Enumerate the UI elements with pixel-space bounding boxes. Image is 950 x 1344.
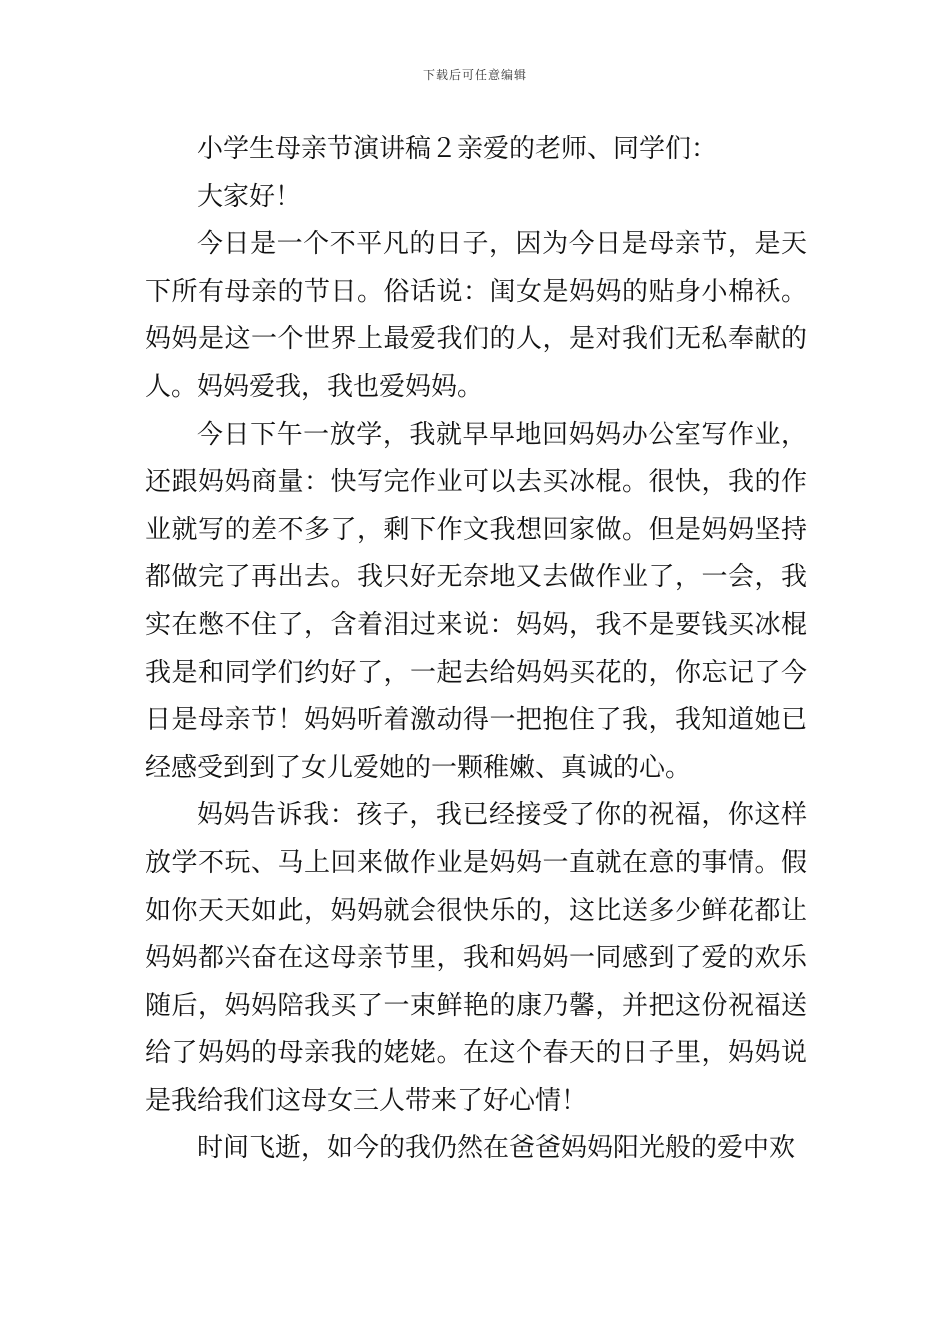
- header-note: 下载后可任意编辑: [422, 68, 527, 82]
- paragraph-closing: 时间飞逝，如今的我仍然在爸爸妈妈阳光般的爱中欢: [197, 1133, 796, 1164]
- paragraph-story: 今日下午一放学，我就早早地回妈妈办公室写作业，还跟妈妈商量：快写完作业可以去买冰棍。很快，我的作业就写的差不多了，剩下作文我想回家做。但是妈妈坚持都做完了再出去。我只好无奈地又去做作业了，一会，我实在憋不住了，含着泪过来说：妈妈，我不是要钱买冰棍我是和同学们约好了，一起去给妈妈买花的，你忘记了今日是母亲节！妈妈听着激动得一把抱住了我，我知道她已经感受到到了女儿爱她的一颗稚嫩、真诚的心。: [145, 419, 807, 783]
- paragraph-intro: 今日是一个不平凡的日子，因为今日是母亲节，是天下所有母亲的节日。俗话说：闺女是妈妈的贴身小棉袄。妈妈是这一个世界上最爱我们的人，是对我们无私奉献的人。妈妈爱我，我也爱妈妈。: [145, 229, 807, 402]
- paragraph-title: 小学生母亲节演讲稿２亲爱的老师、同学们：: [197, 134, 718, 164]
- paragraph-greeting: 大家好！: [197, 181, 302, 212]
- paragraph-mother-words: 妈妈告诉我：孩子，我已经接受了你的祝福，你这样放学不玩、马上回来做作业是妈妈一直就在意的事情。假如你天天如此，妈妈就会很快乐的，这比送多少鲜花都让妈妈都兴奋在这母亲节里，我和妈妈一同感到了爱的欢乐随后，妈妈陪我买了一束鲜艳的康乃馨，并把这份祝福送给了妈妈的母亲我的姥姥。在这个春天的日子里，妈妈说是我给我们这母女三人带来了好心情！: [145, 800, 807, 1116]
- document-body: [145, 126, 807, 1173]
